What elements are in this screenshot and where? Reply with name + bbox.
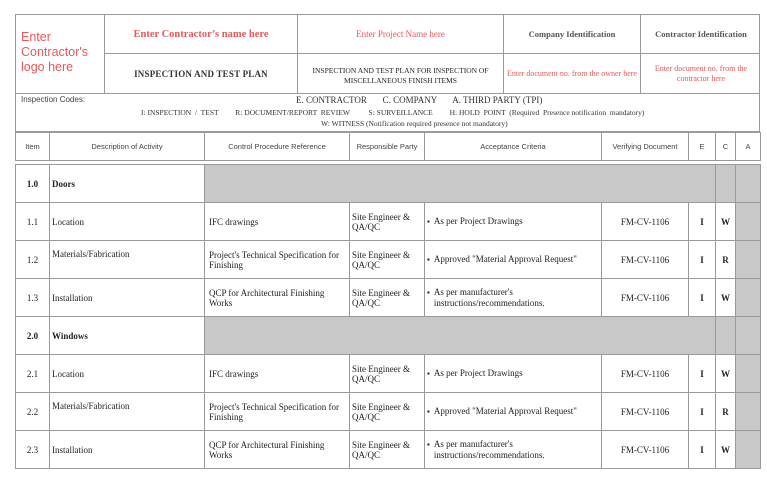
responsible-party: Site Engineer & QA/QC	[350, 203, 425, 241]
column-header: C	[716, 133, 736, 161]
code-e: I	[689, 393, 716, 431]
responsible-party: Site Engineer & QA/QC	[350, 355, 425, 393]
criteria-text: Approved "Material Approval Request"	[433, 406, 577, 416]
acceptance-criteria	[425, 431, 602, 469]
acceptance-criteria	[425, 241, 602, 279]
contractor-name: Enter Contractor’s name here	[133, 28, 269, 40]
code-c: W	[716, 431, 736, 469]
table-row	[16, 279, 761, 317]
column-header: Verifying Document	[602, 133, 689, 161]
item-number: 2.3	[16, 431, 50, 469]
bullet-icon: ▪	[427, 369, 430, 378]
item-number: 1.1	[16, 203, 50, 241]
section-fill	[205, 165, 716, 203]
column-header-row	[16, 133, 761, 161]
item-number: 1.2	[16, 241, 50, 279]
column-header: Item	[16, 133, 50, 161]
project-description: INSPECTION AND TEST PLAN FOR INSPECTION OF MISCELLANEOUS FINISH ITEMS	[312, 66, 489, 85]
code-c: R	[716, 241, 736, 279]
procedure-reference: IFC drawings	[205, 203, 350, 241]
code-a	[736, 241, 761, 279]
acceptance-criteria	[425, 279, 602, 317]
verifying-document: FM-CV-1106	[602, 279, 689, 317]
section-number: 1.0	[16, 165, 50, 203]
bullet-icon: ▪	[427, 217, 430, 226]
code-e: I	[689, 203, 716, 241]
item-number: 2.1	[16, 355, 50, 393]
code-e: I	[689, 279, 716, 317]
procedure-reference: IFC drawings	[205, 355, 350, 393]
responsible-party: Site Engineer & QA/QC	[350, 393, 425, 431]
bullet-icon: ▪	[427, 407, 430, 416]
activity-description: Installation	[50, 431, 205, 469]
code-e: I	[689, 355, 716, 393]
activity-description: Materials/Fabrication	[50, 241, 205, 279]
section-fill	[716, 317, 736, 355]
column-header: E	[689, 133, 716, 161]
verifying-document: FM-CV-1106	[602, 355, 689, 393]
plan-title: INSPECTION AND TEST PLAN	[134, 68, 268, 79]
column-header: Description of Activity	[50, 133, 205, 161]
section-title: Windows	[50, 317, 205, 355]
section-row	[16, 165, 761, 203]
item-number: 2.2	[16, 393, 50, 431]
code-c: W	[716, 203, 736, 241]
responsible-party: Site Engineer & QA/QC	[350, 431, 425, 469]
column-header: Control Procedure Reference	[205, 133, 350, 161]
section-fill	[205, 317, 716, 355]
section-row	[16, 317, 761, 355]
activity-description: Materials/Fabrication	[50, 393, 205, 431]
responsible-party: Site Engineer & QA/QC	[350, 279, 425, 317]
code-e: I	[689, 241, 716, 279]
code-c: W	[716, 355, 736, 393]
code-a	[736, 355, 761, 393]
code-a	[736, 393, 761, 431]
section-number: 2.0	[16, 317, 50, 355]
table-row	[16, 203, 761, 241]
item-number: 1.3	[16, 279, 50, 317]
acceptance-criteria	[425, 355, 602, 393]
table-row	[16, 431, 761, 469]
verifying-document: FM-CV-1106	[602, 431, 689, 469]
code-a	[736, 203, 761, 241]
codes-legend: I: INSPECTION / TEST R: DOCUMENT/REPORT REVIEW S: SURVEILLANCE H: HOLD POINT (Required Presence notification mandatory)	[141, 108, 645, 117]
table-row	[16, 393, 761, 431]
activity-description: Location	[50, 355, 205, 393]
criteria-text: As per Project Drawings	[433, 368, 523, 378]
inspection-codes	[15, 94, 760, 132]
acceptance-criteria	[425, 393, 602, 431]
criteria-text: As per manufacturer's instructions/recommendations.	[433, 286, 545, 308]
verifying-document: FM-CV-1106	[602, 203, 689, 241]
company-identification-label: Company Identification	[528, 29, 616, 39]
bullet-icon: ▪	[427, 439, 430, 449]
itp-table	[15, 132, 761, 469]
section-fill	[736, 165, 761, 203]
acceptance-criteria	[425, 203, 602, 241]
code-c: R	[716, 393, 736, 431]
section-title: Doors	[50, 165, 205, 203]
column-header: Responsible Party	[350, 133, 425, 161]
contractor-document-number: Enter document no. from the contractor here	[654, 63, 748, 83]
procedure-reference: QCP for Architectural Finishing Works	[205, 431, 350, 469]
contractor-logo-placeholder: Enter Contractor's logo here	[21, 30, 88, 74]
bullet-icon: ▪	[427, 255, 430, 264]
company-document-number: Enter document no. from the owner here	[507, 68, 637, 78]
activity-description: Installation	[50, 279, 205, 317]
project-name: Enter Project Name here	[356, 29, 445, 39]
activity-description: Location	[50, 203, 205, 241]
responsible-party: Site Engineer & QA/QC	[350, 241, 425, 279]
witness-legend: W: WITNESS (Notification required presence not mandatory)	[321, 119, 508, 128]
verifying-document: FM-CV-1106	[602, 241, 689, 279]
code-e: I	[689, 431, 716, 469]
criteria-text: As per Project Drawings	[433, 216, 523, 226]
table-row	[16, 355, 761, 393]
verifying-document: FM-CV-1106	[602, 393, 689, 431]
contractor-identification-label: Contractor Identification	[655, 29, 747, 39]
criteria-text: As per manufacturer's instructions/recommendations.	[433, 438, 545, 460]
procedure-reference: QCP for Architectural Finishing Works	[205, 279, 350, 317]
code-c: W	[716, 279, 736, 317]
code-a	[736, 279, 761, 317]
table-row	[16, 241, 761, 279]
code-a	[736, 431, 761, 469]
bullet-icon: ▪	[427, 287, 430, 297]
section-fill	[736, 317, 761, 355]
column-header: Acceptance Criteria	[425, 133, 602, 161]
column-header: A	[736, 133, 761, 161]
inspection-codes-label: Inspection Codes:	[21, 95, 86, 104]
document-header	[15, 14, 760, 94]
parties-legend: E. CONTRACTOR C. COMPANY A. THIRD PARTY (TPI)	[296, 95, 543, 105]
procedure-reference: Project's Technical Specification for Finishing	[205, 241, 350, 279]
section-fill	[716, 165, 736, 203]
procedure-reference: Project's Technical Specification for Finishing	[205, 393, 350, 431]
criteria-text: Approved "Material Approval Request"	[433, 254, 577, 264]
